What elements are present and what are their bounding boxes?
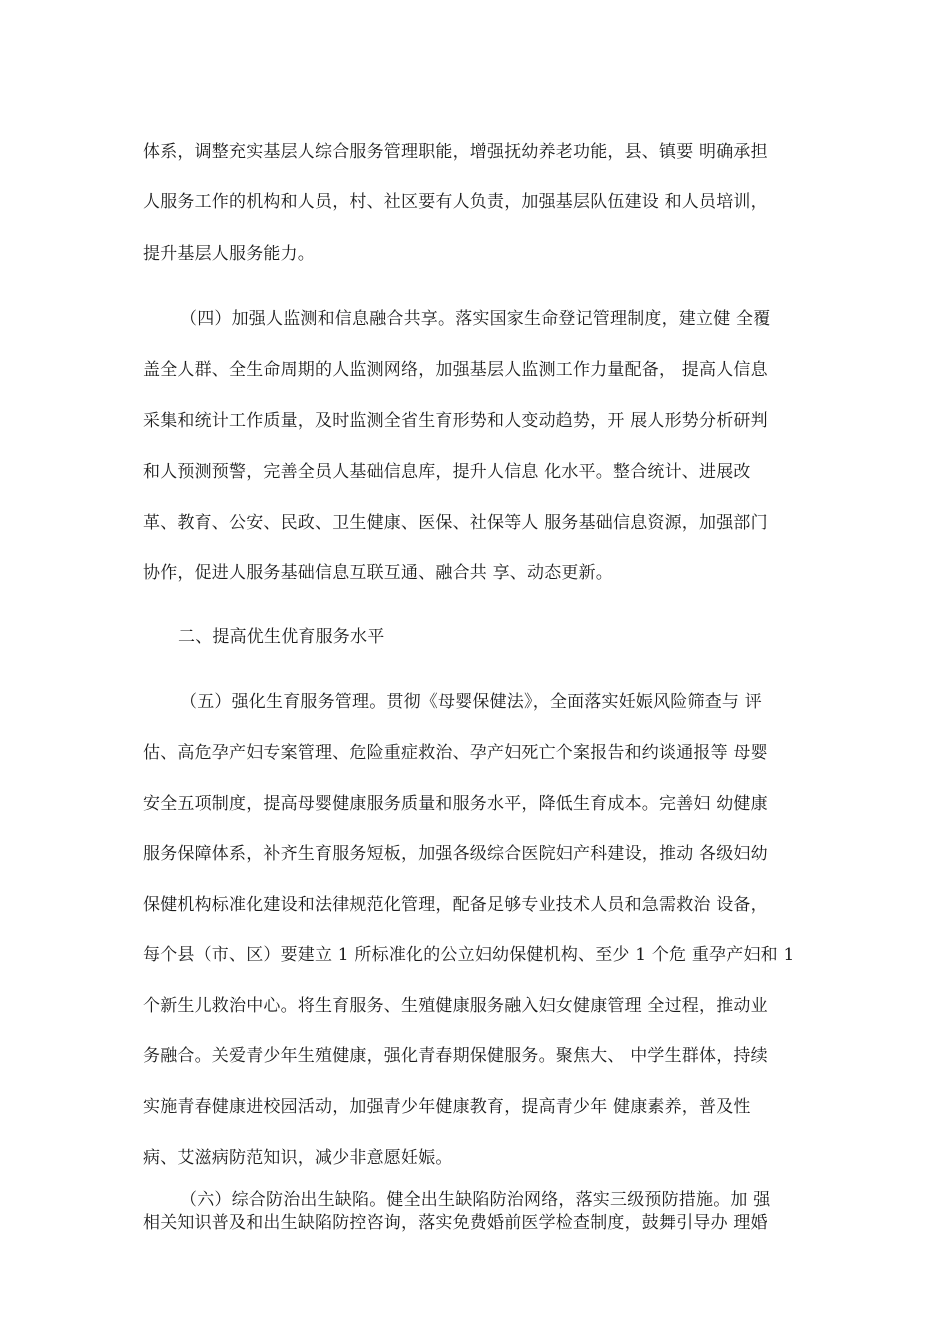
text-line: 和人预测预警，完善全员人基础信息库，提升人信息 化水平。整合统计、进展改 [143, 462, 751, 482]
text-line: 提升基层人服务能力。 [143, 244, 315, 264]
section-heading: 二、提高优生优育服务水平 [178, 627, 385, 647]
paragraph-first-line: （五）强化生育服务管理。贯彻《母婴保健法》，全面落实妊娠风险筛查与 评 [180, 692, 762, 712]
text-line: 革、教育、公安、民政、卫生健康、医保、社保等人 服务基础信息资源，加强部门 [143, 513, 768, 533]
text-line: 采集和统计工作质量，及时监测全省生育形势和人变动趋势，开 展人形势分析研判 [143, 411, 768, 431]
text-line: 每个县（市、区）要建立 1 所标准化的公立妇幼保健机构、至少 1 个危 重孕产妇和 1 [143, 945, 795, 965]
text-line: 相关知识普及和出生缺陷防控咨询，落实免费婚前医学检查制度，鼓舞引导办 理婚 [143, 1213, 768, 1233]
paragraph-first-line: （六）综合防治出生缺陷。健全出生缺陷防治网络，落实三级预防措施。加 强 [180, 1190, 771, 1210]
text-line: 协作，促进人服务基础信息互联互通、融合共 享、动态更新。 [143, 563, 614, 583]
text-line: 估、高危孕产妇专案管理、危险重症救治、孕产妇死亡个案报告和约谈通报等 母婴 [143, 743, 768, 763]
text-line: 盖全人群、全生命周期的人监测网络，加强基层人监测工作力量配备， 提高人信息 [143, 360, 768, 380]
paragraph-first-line: （四）加强人监测和信息融合共享。落实国家生命登记管理制度，建立健 全覆 [180, 309, 771, 329]
text-line: 实施青春健康进校园活动，加强青少年健康教育，提高青少年 健康素养，普及性 [143, 1097, 751, 1117]
text-line: 安全五项制度，提高母婴健康服务质量和服务水平，降低生育成本。完善妇 幼健康 [143, 794, 768, 814]
text-line: 务融合。关爱青少年生殖健康，强化青春期保健服务。聚焦大、 中学生群体，持续 [143, 1046, 768, 1066]
text-line: 个新生儿救治中心。将生育服务、生殖健康服务融入妇女健康管理 全过程，推动业 [143, 996, 768, 1016]
text-line: 人服务工作的机构和人员，村、社区要有人负责，加强基层队伍建设 和人员培训， [143, 192, 768, 212]
text-line: 病、艾滋病防范知识，减少非意愿妊娠。 [143, 1148, 453, 1168]
text-line: 保健机构标准化建设和法律规范化管理，配备足够专业技术人员和急需救治 设备， [143, 895, 768, 915]
text-line: 体系，调整充实基层人综合服务管理职能，增强抚幼养老功能，县、镇要 明确承担 [143, 142, 768, 162]
text-line: 服务保障体系，补齐生育服务短板，加强各级综合医院妇产科建设，推动 各级妇幼 [143, 844, 768, 864]
